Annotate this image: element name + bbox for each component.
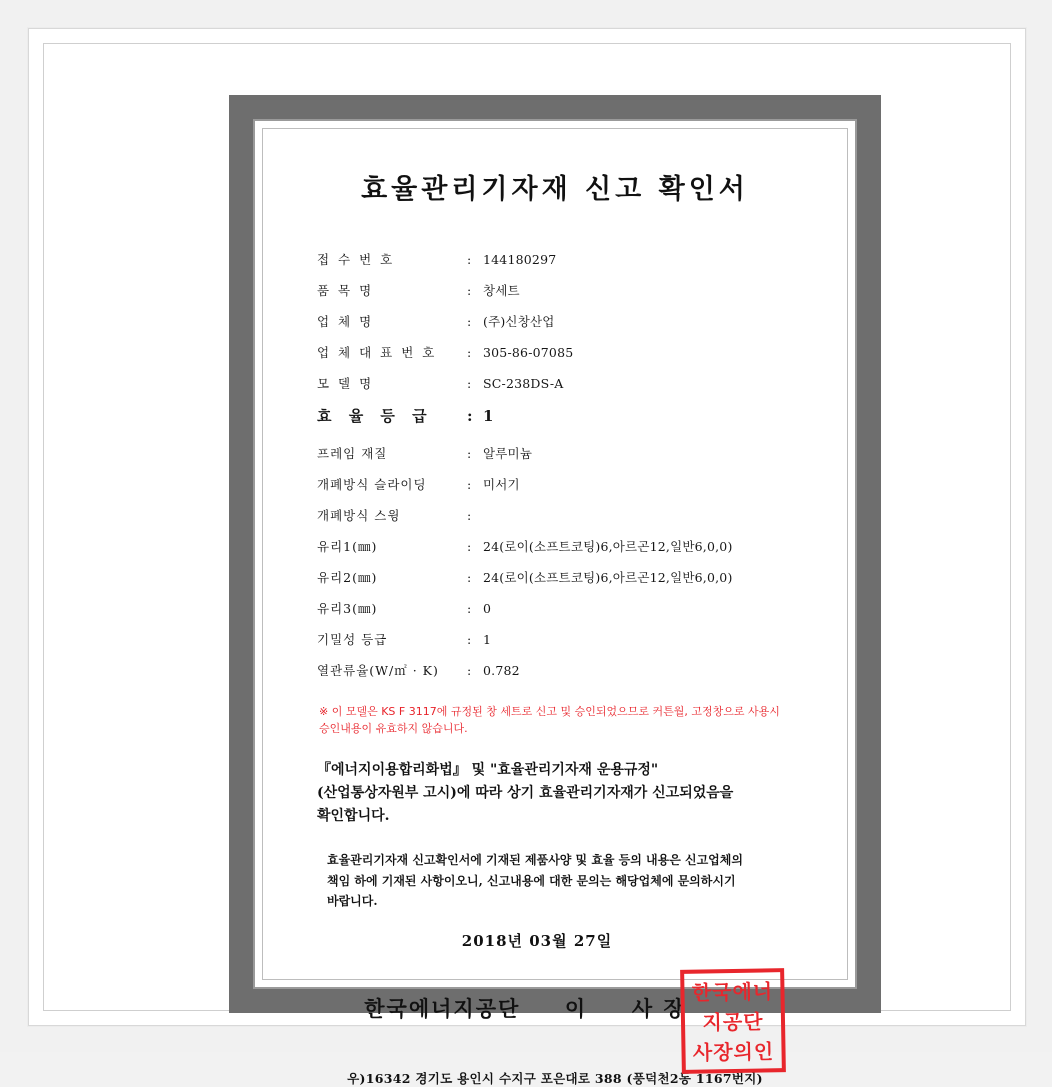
field-value: 0 (483, 601, 492, 616)
certificate-body (262, 128, 848, 1086)
field-colon: : (467, 345, 472, 360)
field-label: 유리2(㎜) (317, 570, 378, 585)
notice-line-2: 승인내용이 유효하지 않습니다. (319, 722, 468, 736)
field-row (317, 568, 847, 586)
seal-line-2: 지공단 (702, 1009, 764, 1035)
field-colon: : (467, 570, 472, 585)
legal-statement (317, 759, 801, 828)
field-colon: : (467, 376, 472, 391)
field-value: (주)신창산업 (483, 314, 555, 329)
field-label: 접 수 번 호 (317, 252, 395, 267)
disclaimer-line-3: 바랍니다. (327, 894, 378, 909)
issuer-address: 우)16342 경기도 용인시 수지구 포은대로 388 (풍덕천2동 1167번지) (347, 1070, 763, 1086)
field-row (317, 506, 847, 524)
field-colon: : (467, 539, 472, 554)
field-row (317, 312, 847, 330)
field-value: 창세트 (483, 283, 520, 298)
page-title: 효율관리기자재 신고 확인서 (361, 174, 749, 205)
field-row (317, 630, 847, 648)
field-label: 유리1(㎜) (317, 539, 378, 554)
field-label: 프레임 재질 (317, 446, 388, 461)
field-colon: : (467, 663, 472, 678)
issuer-organization: 한국에너지공단 (364, 995, 521, 1021)
issuer-block (263, 967, 847, 1065)
issuer-position-2: 사 (631, 995, 655, 1021)
paper-background (28, 28, 1026, 1086)
disclaimer-statement (327, 850, 801, 911)
field-row-efficiency-grade (317, 405, 847, 426)
field-colon: : (467, 446, 472, 461)
field-row (317, 281, 847, 299)
official-seal-stamp (680, 968, 786, 1074)
field-label: 모 델 명 (317, 376, 374, 391)
field-row (317, 374, 847, 392)
notice-line-1: ※ 이 모델은 KS F 3117에 규정된 창 세트로 신고 및 승인되었으므로 커튼월, 고정창으로 사용시 (319, 705, 780, 718)
field-colon: : (467, 314, 472, 329)
field-label: 업 체 명 (317, 314, 374, 329)
field-colon: : (467, 407, 473, 425)
field-colon: : (467, 477, 472, 492)
disclaimer-line-2: 책임 하에 기재된 사항이오니, 신고내용에 대한 문의는 해당업체에 문의하시기 (327, 873, 736, 888)
field-value: 0.782 (483, 663, 520, 678)
issuer-position-1: 이 (564, 995, 588, 1021)
statement-line-2: (산업통상자원부 고시)에 따라 상기 효율관리기자재가 신고되었음을 (317, 785, 734, 802)
field-label: 개폐방식 슬라이딩 (317, 477, 427, 492)
field-value: 알루미늄 (483, 446, 533, 461)
field-value: 24(로이(소프트코팅)6,아르곤12,일반6,0,0) (483, 539, 733, 554)
certificate-mid-frame (253, 119, 857, 1086)
field-label: 열관류율(W/㎡ · K) (317, 663, 439, 678)
statement-line-1: 『에너지이용합리화법』 및 "효율관리기자재 운용규정" (317, 762, 659, 779)
issuer-position-3: 장 (663, 995, 686, 1021)
field-row (317, 537, 847, 555)
field-value: 미서기 (483, 477, 520, 492)
field-value: 1 (483, 632, 492, 647)
field-row (317, 250, 847, 268)
statement-line-3: 확인합니다. (317, 808, 390, 825)
field-value: 24(로이(소프트코팅)6,아르곤12,일반6,0,0) (483, 570, 733, 585)
field-colon: : (467, 601, 472, 616)
certificate-outer-frame (229, 95, 881, 1086)
field-label: 업 체 대 표 번 호 (317, 345, 437, 360)
field-value: 1 (483, 407, 494, 425)
field-value: 144180297 (483, 252, 557, 267)
disclaimer-line-1: 효율관리기자재 신고확인서에 기재된 제품사양 및 효율 등의 내용은 신고업체의 (327, 853, 743, 868)
field-label: 효 율 등 급 (317, 407, 433, 425)
issue-date: 2018년 03월 27일 (461, 931, 613, 950)
field-row (317, 475, 847, 493)
field-colon: : (467, 508, 472, 523)
field-label: 개폐방식 스윙 (317, 508, 401, 523)
field-colon: : (467, 632, 472, 647)
field-label: 품 목 명 (317, 283, 374, 298)
field-list (263, 250, 847, 679)
field-row (317, 444, 847, 462)
field-colon: : (467, 283, 472, 298)
field-value: SC-238DS-A (483, 376, 564, 391)
field-label: 유리3(㎜) (317, 601, 378, 616)
field-colon: : (467, 252, 472, 267)
red-notice (319, 703, 791, 737)
seal-line-1: 한국에너 (691, 978, 774, 1005)
field-label: 기밀성 등급 (317, 632, 388, 647)
field-row (317, 661, 847, 679)
field-row (317, 343, 847, 361)
field-row (317, 599, 847, 617)
field-value: 305-86-07085 (483, 345, 574, 360)
seal-line-3: 사장의인 (692, 1038, 775, 1065)
